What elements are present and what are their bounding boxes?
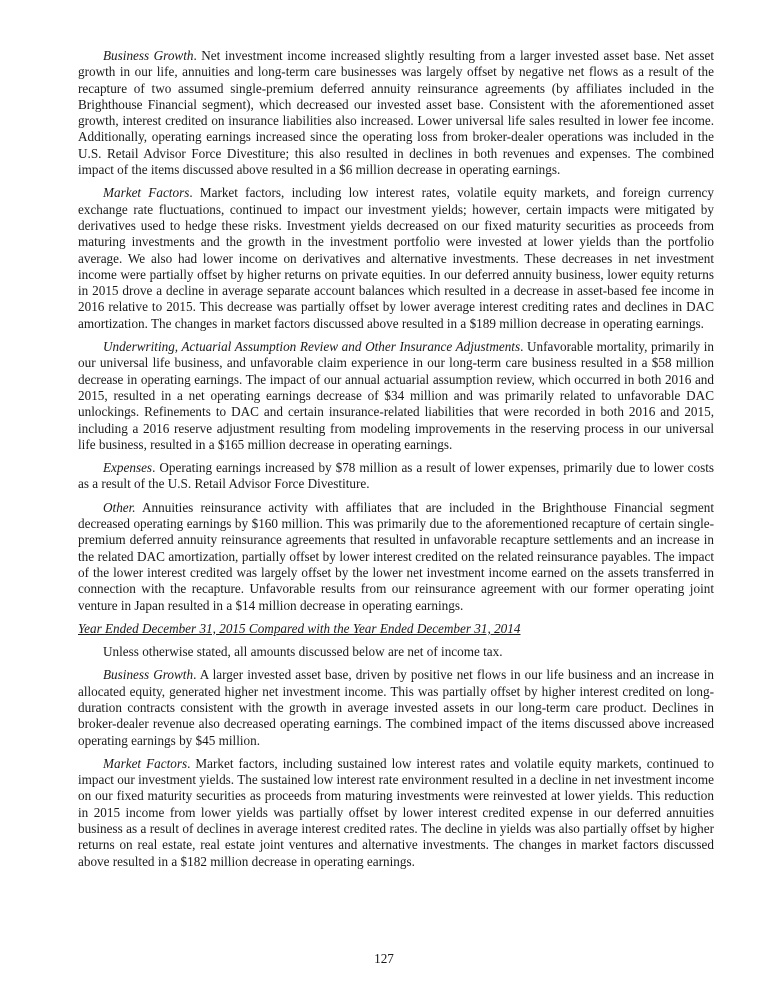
paragraph-text: Annuities reinsurance activity with affiliates that are included in the Brighthouse Financial segment decreased operating earnings by $160 million. This was primarily due to the aforementioned recapture of certain single-premium deferred annuity reinsurance agreements that resulted in unfavorable recapture settlements and an increase in the related DAC amortization, partially offset by lower interest credited on the related reinsurance payables. The impact of the lower interest credited was largely offset by the lower net investment income earned on the assets transferred in connection with the recapture. Unfavorable results from our reinsurance agreement with our former operating joint venture in Japan resulted in a $14 million decrease in operating earnings. <box>78 499 714 613</box>
paragraph-lead: Business Growth <box>103 48 194 63</box>
paragraph-other-2016 <box>78 500 714 614</box>
paragraph-lead: Expenses <box>103 460 153 476</box>
section-heading-2015-vs-2014: Year Ended December 31, 2015 Compared with the Year Ended December 31, 2014 <box>78 620 521 636</box>
paragraph-business-growth-2015 <box>78 667 714 748</box>
paragraph-expenses-2016 <box>78 460 714 493</box>
paragraph-text: . Unfavorable mortality, primarily in our universal life business, and unfavorable claim experience in our long-term care business resulted in a $58 million decrease in operating earnings. The impact of our annual actuarial assumption review, which occurred in both 2016 and 2015, resulted in a net operating earnings decrease of $34 million and was primarily related to unfavorable DAC unlockings. Refinements to DAC and certain insurance-related liabilities that were recorded in both 2016 and 2015, including a 2016 reserve adjustment resulting from modeling improvements in the reserving process in our universal life business, resulted in a $165 million decrease in operating earnings. <box>78 339 714 452</box>
paragraph-intro-2015: Unless otherwise stated, all amounts discussed below are net of income tax. <box>103 644 503 660</box>
paragraph-business-growth-2016 <box>78 48 714 178</box>
paragraph-lead: Business Growth <box>103 667 194 683</box>
paragraph-market-factors-2015 <box>78 756 714 870</box>
paragraph-lead: Other. <box>103 499 136 515</box>
paragraph-text: . Market factors, including sustained low interest rates and volatile equity markets, continued to impact our investment yields. The sustained low interest rate environment resulted in a decline in net investment income on our fixed maturity securities as proceeds from maturing investments were reinvested at lower yields. This reduction in 2015 income from lower yields was partially offset by lower interest credited expense in our deferred annuities business as a result of declines in average interest credited rates. The decline in yields was also partially offset by higher returns on real estate, real estate joint ventures and alternative investments. The changes in market factors discussed above resulted in a $182 million decrease in operating earnings. <box>78 755 715 869</box>
paragraph-text: . Operating earnings increased by $78 million as a result of lower expenses, primarily due to lower costs as a result of the U.S. Retail Advisor Force Divestiture. <box>78 460 714 492</box>
paragraph-market-factors-2016 <box>78 185 714 332</box>
paragraph-text: . Market factors, including low interest rates, volatile equity markets, and foreign currency exchange rate fluctuations, continued to impact our investment yields; however, certain impacts were mitigated by derivatives used to hedge these risks. Investment yields decreased on our fixed maturity securities as proceeds from maturing investments and the growth in the investment portfolio were invested at lower yields than the portfolio average. We also had lower income on derivatives and alternative investments. These decreases in net investment income were partially offset by higher returns on private equities. In our deferred annuity business, lower equity returns in 2015 drove a decline in average separate account balances which resulted in a decrease in asset-based fee income in 2016 relative to 2015. This decrease was partially offset by lower average interest crediting rates and declines in DAC amortization. The changes in market factors discussed above resulted in a $189 million decrease in operating earnings. <box>78 185 714 331</box>
paragraph-lead: Market Factors <box>103 755 188 771</box>
paragraph-lead: Market Factors <box>103 185 190 201</box>
paragraph-lead: Underwriting, Actuarial Assumption Review and Other Insurance Adjustments <box>103 339 521 355</box>
paragraph-text: . Net investment income increased slightly resulting from a larger invested asset base. Net asset growth in our life, annuities and long-term care businesses was largely offset by negative net flows as a result of the recapture of two assumed single-premium deferred annuity reinsurance agreements (by affiliates included in the Brighthouse Financial segment), which decreased our invested asset base. Consistent with the aforementioned asset growth, interest credited on insurance liabilities also increased. Lower universal life sales resulted in lower fee income. Additionally, operating earnings increased since the operating loss from broker-dealer operations was included in the U.S. Retail Advisor Force Divestiture; this also resulted in declines in both revenues and expenses. The combined impact of the items discussed above resulted in a $6 million decrease in operating earnings. <box>78 48 714 178</box>
document-page <box>78 48 714 877</box>
paragraph-text: . A larger invested asset base, driven by positive net flows in our life business and an increase in allocated equity, generated higher net investment income. This was partially offset by higher interest credited on long-duration contracts consistent with the growth in average invested assets in our long-term care product. Declines in broker-dealer revenue also decreased operating earnings. The combined impact of the items discussed above increased operating earnings by $45 million. <box>78 667 714 748</box>
paragraph-underwriting-2016 <box>78 339 714 453</box>
page-number: 127 <box>374 951 394 966</box>
